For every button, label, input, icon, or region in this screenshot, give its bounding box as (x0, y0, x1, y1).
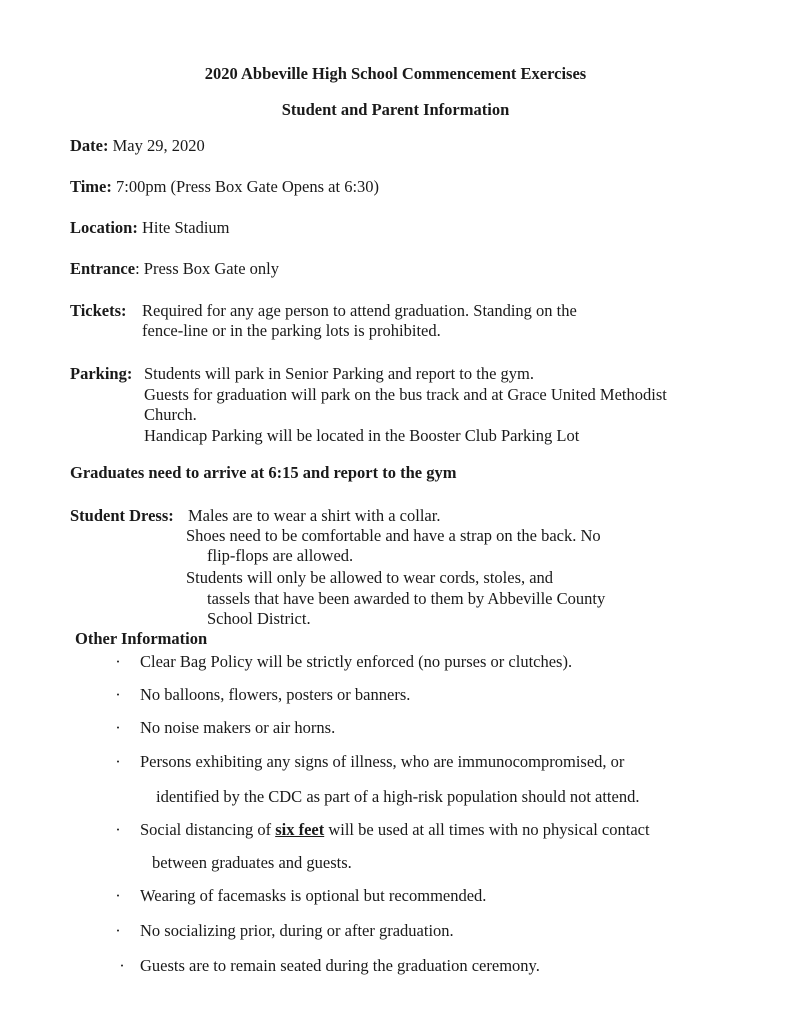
student-dress-line: flip-flops are allowed. (207, 546, 354, 565)
other-info-item: No noise makers or air horns. (140, 718, 336, 737)
tickets-line: Required for any age person to attend graduation. Standing on the (142, 301, 577, 320)
date-label: Date: (70, 136, 109, 155)
parking-line: Handicap Parking will be located in the Booster Club Parking Lot (144, 426, 580, 445)
other-info-item: Clear Bag Policy will be strictly enforced (no purses or clutches). (140, 652, 573, 671)
other-info-item-continued: identified by the CDC as part of a high-risk population should not attend. (156, 787, 640, 806)
bullet-dot: · (115, 685, 121, 704)
parking-line: Students will park in Senior Parking and report to the gym. (144, 364, 534, 383)
parking-line: Church. (144, 405, 197, 424)
bullet-dot: · (115, 886, 121, 905)
bullet-dot: · (119, 956, 125, 975)
bullet-dot: · (115, 718, 121, 737)
date-row (70, 136, 205, 156)
other-info-item: Wearing of facemasks is optional but recommended. (140, 886, 487, 905)
student-dress-line: School District. (207, 609, 311, 628)
tickets-label: Tickets: (70, 301, 127, 320)
entrance-value: : Press Box Gate only (135, 259, 279, 278)
location-label: Location: (70, 218, 138, 237)
other-info-item: Guests are to remain seated during the graduation ceremony. (140, 956, 540, 975)
bullet-dot: · (115, 752, 121, 771)
other-info-item: Persons exhibiting any signs of illness, who are immunocompromised, or (140, 752, 625, 771)
other-info-item: No socializing prior, during or after graduation. (140, 921, 454, 940)
date-value: May 29, 2020 (112, 136, 205, 155)
bullet-dot: · (115, 652, 121, 671)
tickets-line: fence-line or in the parking lots is prohibited. (142, 321, 441, 340)
bullet-dot: · (115, 820, 121, 839)
location-row (70, 218, 230, 238)
student-dress-line: Shoes need to be comfortable and have a strap on the back. No (186, 526, 601, 545)
document-subtitle: Student and Parent Information (281, 100, 510, 119)
student-dress-line: Students will only be allowed to wear cords, stoles, and (186, 568, 554, 587)
other-info-item: No balloons, flowers, posters or banners. (140, 685, 411, 704)
time-row (70, 177, 379, 197)
document-title: 2020 Abbeville High School Commencement Exercises (204, 64, 587, 83)
arrival-notice: Graduates need to arrive at 6:15 and report to the gym (70, 463, 457, 482)
parking-label: Parking: (70, 364, 133, 383)
parking-line: Guests for graduation will park on the bus track and at Grace United Methodist (144, 385, 667, 404)
student-dress-line: tassels that have been awarded to them by Abbeville County (207, 589, 606, 608)
student-dress-label: Student Dress: (70, 506, 174, 525)
time-label: Time: (70, 177, 112, 196)
item-text: Social distancing of (140, 820, 276, 839)
six-feet-emphasis: six feet (275, 820, 325, 839)
time-value: 7:00pm (Press Box Gate Opens at 6:30) (115, 177, 380, 196)
item-text: will be used at all times with no physical contact (324, 820, 650, 839)
bullet-dot: · (115, 921, 121, 940)
other-info-heading: Other Information (75, 629, 208, 648)
location-value: Hite Stadium (141, 218, 230, 237)
entrance-label: Entrance (70, 259, 136, 278)
other-info-item-continued: between graduates and guests. (152, 853, 352, 872)
entrance-row (70, 259, 279, 279)
other-info-item (140, 820, 650, 840)
student-dress-line: Males are to wear a shirt with a collar. (188, 506, 441, 525)
